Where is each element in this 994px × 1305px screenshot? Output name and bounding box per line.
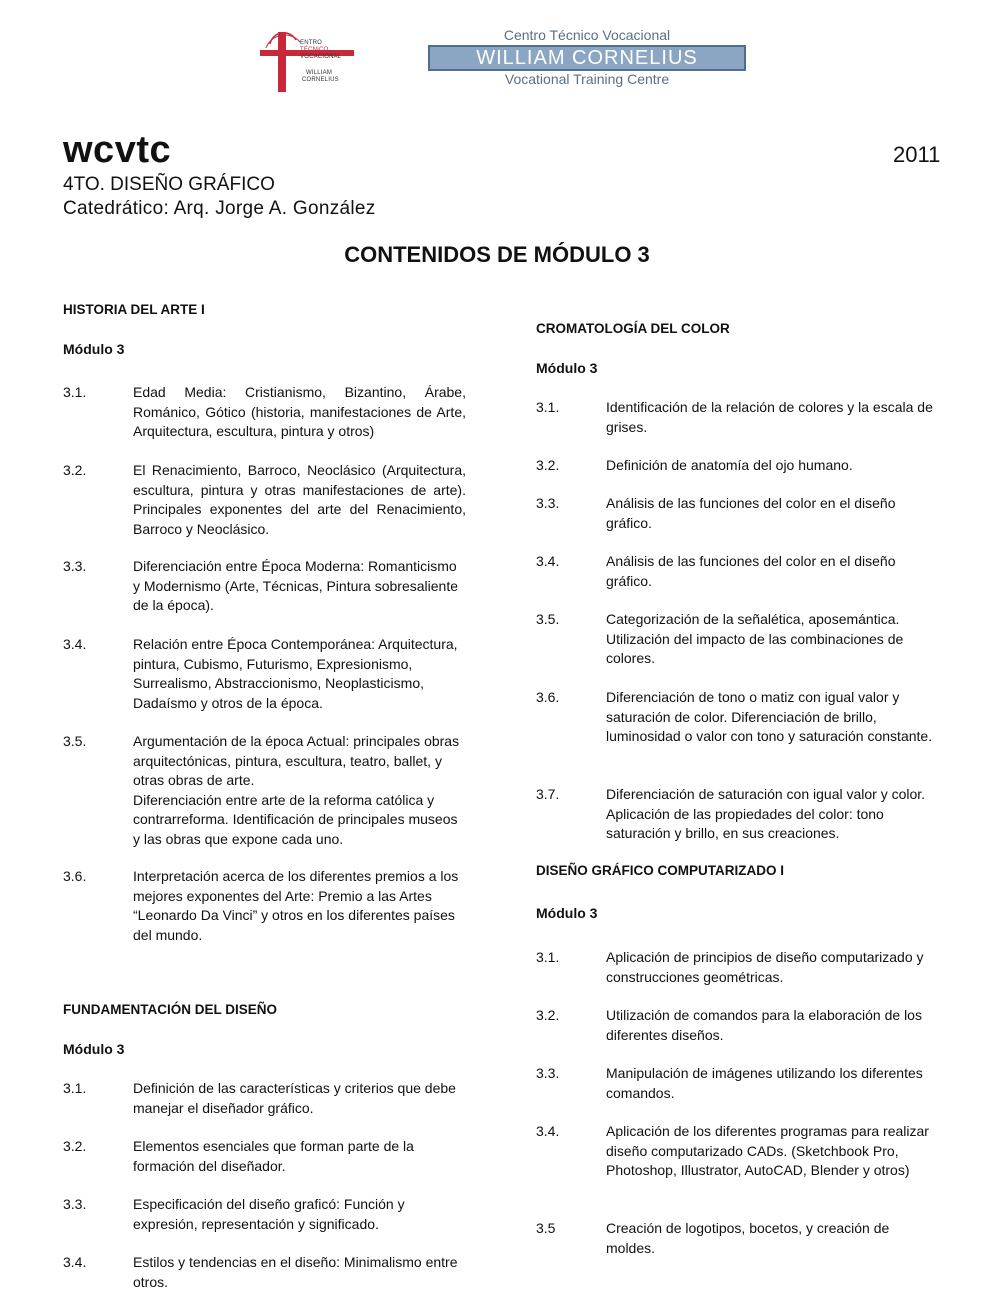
item-number: 3.1. <box>63 384 87 400</box>
item-number: 3.2. <box>536 457 560 473</box>
item-text: Diferenciación de tono o matiz con igual valor y saturación de color. Diferenciación de brillo, luminosidad o valor con tono y saturación constante. <box>606 689 933 744</box>
item-text: Estilos y tendencias en el diseño: Minimalismo entre otros. <box>133 1254 458 1290</box>
module-label-historia: Módulo 3 <box>63 341 125 357</box>
item-number: 3.7. <box>536 786 560 802</box>
professor-name: Catedrático: Arq. Jorge A. González <box>63 198 376 219</box>
item-number: 3.4. <box>536 553 560 569</box>
item-number: 3.2. <box>63 1138 87 1154</box>
item-text: Creación de logotipos, bocetos, y creación de moldes. <box>606 1220 890 1256</box>
brand-logo <box>428 27 746 89</box>
item-number: 3.3. <box>63 558 87 574</box>
item-text: Especificación del diseño graficó: Función y expresión, representación y significado. <box>133 1196 405 1232</box>
item-number: 3.4. <box>63 636 87 652</box>
logo-text-3: VOCACIONAL <box>300 54 342 60</box>
item-text-block <box>133 732 466 849</box>
item-number: 3.1. <box>63 1080 87 1096</box>
item-text: Interpretación acerca de los diferentes premios a los mejores exponentes del Arte: Premio a las Artes “Leonardo Da Vinci” y otros en los diferentes países del mundo. <box>133 868 459 943</box>
module-label-computarizado: Módulo 3 <box>536 905 598 921</box>
item-text: Relación entre Época Contemporánea: Arquitectura, pintura, Cubismo, Futurismo, Expresionismo, Surrealismo, Abstraccionismo, Neoplasticismo, Dadaísmo y otros de la época. <box>133 636 458 711</box>
logo-text-1: ENTRO <box>300 40 322 46</box>
course-name: 4TO. DISEÑO GRÁFICO <box>63 174 275 195</box>
item-text: Definición de las características y criterios que debe manejar el diseñador gráfico. <box>133 1080 456 1116</box>
item-text: Diferenciación entre Época Moderna: Romanticismo y Modernismo (Arte, Técnicas, Pintura sobresaliente de la época). <box>133 558 458 613</box>
item-number: 3.6. <box>536 689 560 705</box>
item-number: 3.2. <box>536 1007 560 1023</box>
item-number: 3.1. <box>536 949 560 965</box>
module-label-cromatologia: Módulo 3 <box>536 360 598 376</box>
item-number: 3.4. <box>63 1254 87 1270</box>
section-title-fundamentacion: FUNDAMENTACIÓN DEL DISEÑO <box>63 1002 278 1017</box>
item-text: Utilización de comandos para la elaboración de los diferentes diseños. <box>606 1007 922 1043</box>
item-number: 3.3. <box>536 1065 560 1081</box>
item-text-continued: Diferenciación entre arte de la reforma católica y contrarreforma. Identificación de principales museos y las obras que expone cada uno. <box>133 791 458 847</box>
item-text: Argumentación de la época Actual: principales obras arquitectónicas, pintura, escultura, teatro, ballet, y otras obras de arte. <box>133 733 460 788</box>
item-text: Análisis de las funciones del color en el diseño gráfico. <box>606 495 896 531</box>
item-number: 3.5. <box>536 611 560 627</box>
brand-name: WILLIAM CORNELIUS <box>428 45 746 71</box>
acronym-title: wcvtc <box>63 129 172 171</box>
item-text: Identificación de la relación de colores y la escala de grises. <box>606 399 933 435</box>
section-title-cromatologia: CROMATOLOGÍA DEL COLOR <box>536 321 730 336</box>
logo-text-2: TÉCNICO <box>300 47 329 53</box>
item-number: 3.3. <box>536 495 560 511</box>
item-number: 3.6. <box>63 868 87 884</box>
logo-text-5: CORNELIUS <box>302 77 339 83</box>
year: 2011 <box>893 142 941 167</box>
item-text: Diferenciación de saturación con igual valor y color. Aplicación de las propiedades del color: tono saturación y brillo, en sus creaciones. <box>606 786 926 841</box>
item-number: 3.2. <box>63 462 87 478</box>
logo-text-4: WILLIAM <box>306 70 333 76</box>
page-title: CONTENIDOS DE MÓDULO 3 <box>344 242 650 267</box>
section-title-computarizado: DISEÑO GRÁFICO COMPUTARIZADO I <box>536 863 784 878</box>
item-text: Manipulación de imágenes utilizando los diferentes comandos. <box>606 1065 923 1101</box>
item-number: 3.4. <box>536 1123 560 1139</box>
item-number: 3.5. <box>63 733 87 749</box>
item-text: Categorización de la señalética, aposemántica. Utilización del impacto de las combinaciones de colores. <box>606 611 904 666</box>
section-title-historia: HISTORIA DEL ARTE I <box>63 302 205 317</box>
item-text: Definición de anatomía del ojo humano. <box>606 457 853 473</box>
item-text: Elementos esenciales que forman parte de la formación del diseñador. <box>133 1138 414 1174</box>
module-label-fundamentacion: Módulo 3 <box>63 1041 125 1057</box>
brand-top-text: Centro Técnico Vocacional <box>503 27 671 43</box>
item-text: Edad Media: Cristianismo, Bizantino, Árabe, Románico, Gótico (historia, manifestaciones de Arte, Arquitectura, escultura, pintura y otros) <box>133 384 466 439</box>
item-text: Aplicación de los diferentes programas para realizar diseño computarizado CADs. (Sketchbook Pro, Photoshop, Illustrator, AutoCAD, Blender y otros) <box>606 1123 929 1178</box>
brand-bottom-text: Vocational Training Centre <box>504 71 670 87</box>
item-text: Análisis de las funciones del color en el diseño gráfico. <box>606 553 896 589</box>
item-number: 3.1. <box>536 399 560 415</box>
item-text: Aplicación de principios de diseño computarizado y construcciones geométricas. <box>606 949 924 985</box>
item-number: 3.5 <box>536 1220 556 1236</box>
item-number: 3.3. <box>63 1196 87 1212</box>
institution-cross-logo <box>258 30 358 94</box>
item-text: El Renacimiento, Barroco, Neoclásico (Arquitectura, escultura, pintura y otras manifestaciones de arte). Principales exponentes del arte del Renacimiento, Barroco y Neoclásico. <box>133 462 466 537</box>
